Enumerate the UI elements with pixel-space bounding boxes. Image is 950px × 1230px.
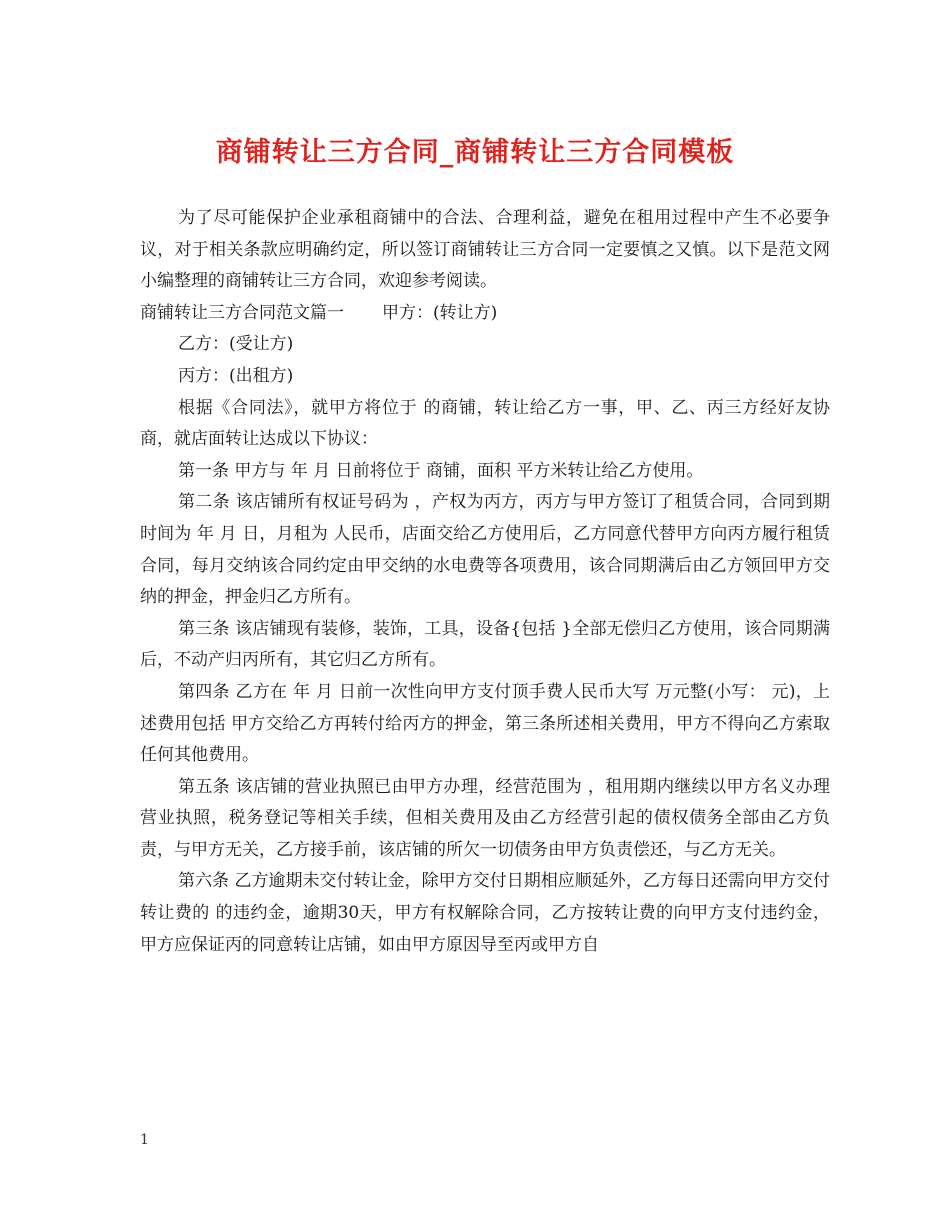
party-b-label: 乙方：(受让方) [178, 334, 294, 355]
article-1: 第一条 甲方与 年 月 日前将位于 商铺，面积 平方米转让给乙方使用。 [178, 460, 704, 481]
party-c-label: 丙方：(出租方) [178, 365, 294, 386]
sample-heading: 商铺转让三方合同范文篇一 [140, 302, 344, 323]
preamble-paragraph: 根据《合同法》，就甲方将位于 的商铺，转让给乙方一事，甲、乙、丙三方经好友协商，就店面转让达成以下协议： [140, 397, 830, 450]
sample-heading-line [140, 298, 830, 330]
intro-paragraph: 为了尽可能保护企业承租商铺中的合法、合理利益，避免在租用过程中产生不必要争议，对于相关条款应明确约定，所以签订商铺转让三方合同一定要慎之又慎。以下是范文网小编整理的商铺转让三方合同，欢迎参考阅读。 [140, 208, 830, 292]
article-3: 第三条 该店铺现有装修，装饰，工具，设备{包括 }全部无偿归乙方使用，该合同期满后，不动产归丙所有，其它归乙方所有。 [140, 618, 830, 671]
article-6: 第六条 乙方逾期未交付转让金，除甲方交付日期相应顺延外，乙方每日还需向甲方交付转让费的 的违约金，逾期30天，甲方有权解除合同，乙方按转让费的向甲方支付违约金，甲方应保证丙的同意转让店铺，如由甲方原因导至丙或甲方自 [140, 871, 830, 955]
document-title: 商铺转让三方合同_商铺转让三方合同模板 [215, 137, 735, 168]
article-2: 第二条 该店铺所有权证号码为 ，产权为丙方，丙方与甲方签订了租赁合同，合同到期时间为 年 月 日，月租为 人民币，店面交给乙方使用后，乙方同意代替甲方向丙方履行租赁合同，每月交纳该合同约定由甲交纳的水电费等各项费用，该合同期满后由乙方领回甲方交纳的押金，押金归乙方所有。 [140, 492, 830, 608]
party-a-label: 甲方：(转让方) [382, 302, 498, 323]
document-body [140, 203, 830, 961]
article-4: 第四条 乙方在 年 月 日前一次性向甲方支付顶手费人民币大写 万元整(小写： 元)，上述费用包括 甲方交给乙方再转付给丙方的押金，第三条所述相关费用，甲方不得向乙方索取任何其他费用。 [140, 681, 830, 766]
article-5: 第五条 该店铺的营业执照已由甲方办理，经营范围为 ，租用期内继续以甲方名义办理营业执照，税务登记等相关手续，但相关费用及由乙方经营引起的债权债务全部由乙方负责，与甲方无关，乙方接手前，该店铺的所欠一切债务由甲方负责偿还，与乙方无关。 [140, 776, 830, 860]
page-number: 1 [140, 1132, 149, 1148]
